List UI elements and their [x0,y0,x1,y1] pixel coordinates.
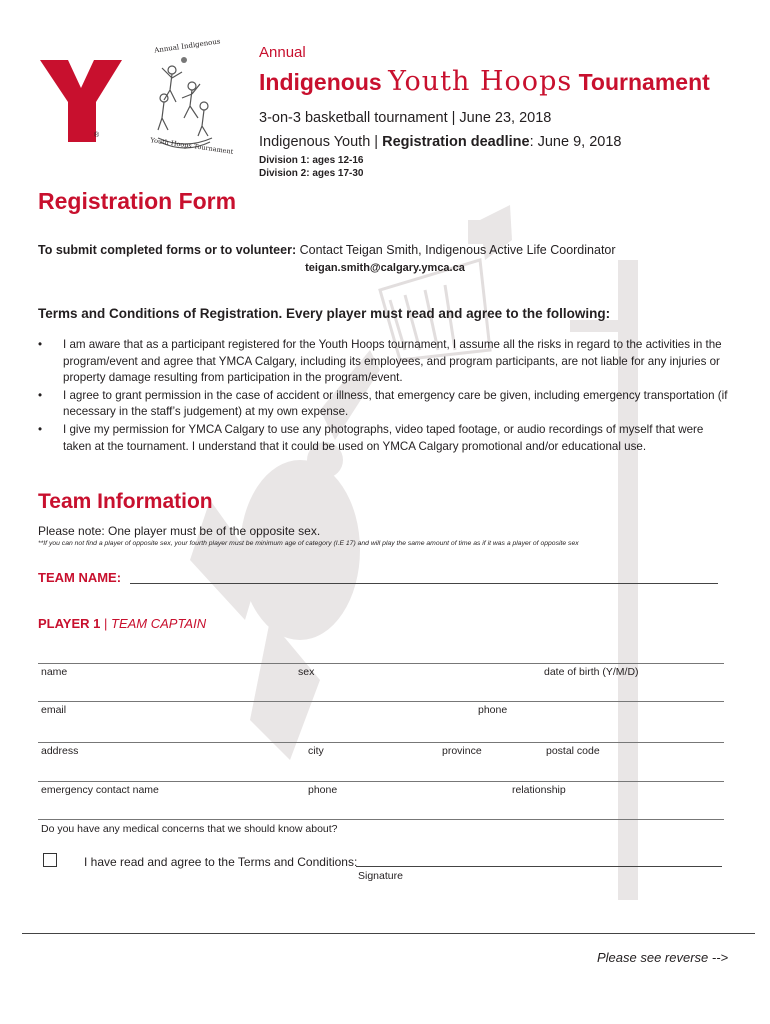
team-name-label: TEAM NAME: [38,570,122,585]
player-title-separator: | [100,616,111,631]
contact-email-link[interactable]: teigan.smith@calgary.ymca.ca [305,262,465,274]
tournament-date-line: 3-on-3 basketball tournament | June 23, 2018 [259,110,552,126]
title-indigenous: Indigenous [259,69,382,95]
team-name-field[interactable] [130,583,718,584]
deadline-line [259,134,621,150]
relationship-label: relationship [512,784,566,796]
medical-concerns-field[interactable] [38,819,724,820]
submit-instructions [38,243,616,257]
hoops-tournament-logo [140,37,234,156]
submit-contact: Contact Teigan Smith, Indigenous Active Life Coordinator [296,243,616,257]
ymca-logo-icon [38,58,124,144]
terms-item [38,388,728,421]
submit-bold: To submit completed forms or to volunteer: [38,243,297,257]
team-information-title: Team Information [38,490,213,513]
phone-label: phone [478,704,508,716]
address-field[interactable] [38,742,724,743]
division-2: Division 2: ages 17-30 [259,168,364,179]
player-1-label: PLAYER 1 [38,616,101,631]
bullet-icon: • [38,422,43,436]
division-1: Division 1: ages 12-16 [259,155,364,166]
deadline-post: : June 9, 2018 [529,134,622,150]
name-label: name [41,666,68,678]
footer-divider [22,933,755,934]
emergency-phone-label: phone [308,784,338,796]
terms-title: Terms and Conditions of Registration. Every player must read and agree to the following: [38,306,611,321]
terms-item [38,422,728,455]
annual-label: Annual [259,44,306,61]
sex-label: sex [298,666,315,678]
emergency-contact-label: emergency contact name [41,784,159,796]
terms-list [38,337,728,456]
address-label: address [41,745,79,757]
deadline-pre: Indigenous Youth | [259,134,383,150]
tournament-title [259,66,710,97]
terms-item-text: I give my permission for YMCA Calgary to use any photographs, video taped footage, or audio recordings of myself that were taken at the tournament. I understand that it could be used on YMCA Calgary promotional and/or educational use. [63,422,704,453]
deadline-bold: Registration deadline [382,134,530,150]
team-captain-label: TEAM CAPTAIN [111,616,207,631]
title-tournament: Tournament [578,69,710,95]
terms-item-text: I agree to grant permission in the case of accident or illness, that emergency care be given, including emergency transportation (if necessary in the staff’s judgement) at my own expense. [63,388,728,419]
bullet-icon: • [38,388,43,402]
opposite-sex-note: Please note: One player must be of the opposite sex. [38,524,321,538]
email-phone-field[interactable] [38,701,724,702]
bullet-icon: • [38,338,43,351]
city-label: city [308,745,324,757]
title-youth-hoops: Youth Hoops [388,66,573,97]
name-sex-dob-field[interactable] [38,663,724,664]
emergency-contact-field[interactable] [38,781,724,782]
email-label: email [41,704,67,716]
signature-label: Signature [358,870,403,882]
registration-form-title: Registration Form [38,188,237,214]
province-label: province [442,745,482,757]
hoops-logo-bottom-text: Youth Hoops Tournament [149,136,234,156]
agree-label: I have read and agree to the Terms and Conditions: [84,855,358,869]
terms-item-text: I am aware that as a participant registered for the Youth Hoops tournament, I assume all the risks in regard to the activities in the program/event and agree that YMCA Calgary, including its employees, and program participants, are not liable for any injuries or property damage resulting from participation in the program/event. [63,338,722,385]
see-reverse-note: Please see reverse --> [597,950,729,965]
agree-checkbox[interactable] [43,853,57,867]
signature-field[interactable] [356,866,722,867]
postal-code-label: postal code [546,745,600,757]
dob-label: date of birth (Y/M/D) [544,666,639,678]
terms-item [38,337,728,387]
hoops-logo-top-text: Annual Indigenous [153,37,221,55]
player-1-title [38,616,206,631]
registered-mark: ® [94,132,100,139]
medical-concerns-label: Do you have any medical concerns that we should know about? [41,823,338,835]
opposite-sex-footnote: **If you can not find a player of opposite sex, your fourth player must be minimum age of category (I.E 17) and will play the same amount of time as if it was a player of opposite sex [38,540,579,547]
